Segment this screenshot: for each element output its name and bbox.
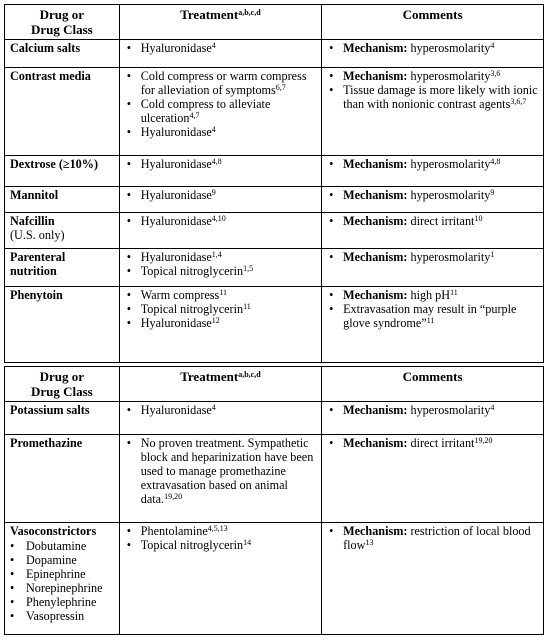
reference-sup: 6,7 <box>275 83 286 92</box>
treatment-text: Hyaluronidase <box>140 188 212 202</box>
list-item: • Dobutamine <box>24 539 114 553</box>
header-treatment: Treatment$^{a,b,c,d}$ <box>119 5 321 40</box>
table-row <box>5 249 544 287</box>
drug-cell <box>5 68 120 156</box>
comments-cell <box>322 402 544 435</box>
list-item <box>139 524 316 538</box>
header-drug: Drug or Drug Class <box>5 367 120 402</box>
drug-cell <box>5 40 120 68</box>
treatment-text: Warm compress <box>140 288 220 302</box>
table-row <box>5 156 544 187</box>
reference-sup: 1,4 <box>211 250 222 259</box>
reference-sup: 3,6 <box>490 69 501 78</box>
comment-text: Extravasation may result in “purple glove syndrome” <box>343 302 517 330</box>
drug-cell <box>5 156 120 187</box>
treatment-list <box>125 214 316 228</box>
reference-sup: 3,6,7 <box>510 97 527 106</box>
treatment-text: Hyaluronidase <box>140 157 212 171</box>
drug-name: Promethazine <box>10 436 83 450</box>
drug-cell <box>5 187 120 213</box>
list-item <box>139 316 316 330</box>
list-item <box>341 188 538 202</box>
treatment-list <box>125 403 316 417</box>
list-item <box>139 69 316 97</box>
list-item <box>341 83 538 111</box>
comments-list <box>327 41 538 55</box>
treatment-text: Cold compress or warm compress for alleviation of symptoms <box>140 69 307 97</box>
reference-sup: 4 <box>211 125 216 134</box>
treatment-text: Hyaluronidase <box>140 214 212 228</box>
list-item <box>139 436 316 506</box>
header-row <box>5 367 544 402</box>
comments-cell <box>322 213 544 249</box>
treatment-list <box>125 157 316 171</box>
drug-cell <box>5 402 120 435</box>
table-row <box>5 187 544 213</box>
mechanism-label: Mechanism: <box>343 41 408 55</box>
table-row <box>5 287 544 363</box>
reference-sup: 14 <box>243 538 252 547</box>
mechanism-label: Mechanism: <box>343 214 408 228</box>
treatment-cell <box>119 435 321 523</box>
treatment-cell <box>119 213 321 249</box>
comment-text: Tissue damage is more likely with ionic than with nonionic contrast agents <box>343 83 538 111</box>
comment-text: direct irritant <box>407 436 475 450</box>
treatment-cell <box>119 68 321 156</box>
list-item: • Vasopressin <box>24 609 114 623</box>
reference-sup: 4,5,13 <box>207 524 228 533</box>
treatment-list <box>125 69 316 139</box>
comment-text: hyperosmolarity <box>407 69 491 83</box>
comment-text: hyperosmolarity <box>407 157 491 171</box>
comments-list <box>327 69 538 111</box>
reference-sup: 4 <box>211 403 216 412</box>
comments-list <box>327 288 538 330</box>
list-item <box>139 538 316 552</box>
drug-name: Nafcillin <box>10 214 55 228</box>
comments-cell <box>322 68 544 156</box>
comment-text: direct irritant <box>407 214 475 228</box>
treatment-text: Topical nitroglycerin <box>140 538 244 552</box>
treatment-cell <box>119 402 321 435</box>
comment-text: hyperosmolarity <box>407 188 491 202</box>
reference-sup: 1,5 <box>243 264 254 273</box>
mechanism-label: Mechanism: <box>343 157 408 171</box>
drug-note: (U.S. only) <box>10 228 65 242</box>
comment-text: hyperosmolarity <box>407 403 491 417</box>
mechanism-label: Mechanism: <box>343 403 408 417</box>
reference-sup: 11 <box>450 288 458 297</box>
comments-list <box>327 436 538 450</box>
comments-list <box>327 250 538 264</box>
treatment-text: Hyaluronidase <box>140 125 212 139</box>
list-item <box>139 157 316 171</box>
list-item <box>139 288 316 302</box>
comments-list <box>327 188 538 202</box>
list-item <box>341 302 538 330</box>
drug-cell <box>5 523 120 635</box>
treatment-text: Hyaluronidase <box>140 316 212 330</box>
reference-sup: 11 <box>219 288 227 297</box>
treatment-list <box>125 436 316 506</box>
treatment-cell <box>119 156 321 187</box>
list-item: • Epinephrine <box>24 567 114 581</box>
reference-sup: 4,8 <box>490 157 501 166</box>
treatment-cell <box>119 40 321 68</box>
drug-name: Parenteral nutrition <box>10 250 66 278</box>
list-item <box>139 125 316 139</box>
comments-cell <box>322 249 544 287</box>
comments-list <box>327 524 538 552</box>
list-item <box>341 403 538 417</box>
reference-sup: 11 <box>426 316 435 325</box>
reference-sup: 12 <box>211 316 220 325</box>
header-row <box>5 5 544 40</box>
list-item <box>341 41 538 55</box>
treatment-cell <box>119 187 321 213</box>
header-comments: Comments <box>322 367 544 402</box>
list-item <box>341 69 538 83</box>
reference-sup: 19,20 <box>164 492 183 501</box>
treatment-cell <box>119 523 321 635</box>
list-item <box>341 436 538 450</box>
comments-cell <box>322 156 544 187</box>
list-item <box>341 524 538 552</box>
drug-name: Mannitol <box>10 188 59 202</box>
comments-cell <box>322 287 544 363</box>
list-item <box>341 214 538 228</box>
treatment-list <box>125 524 316 552</box>
treatment-text: Hyaluronidase <box>140 250 212 264</box>
mechanism-label: Mechanism: <box>343 288 408 302</box>
table-row <box>5 213 544 249</box>
list-item <box>139 41 316 55</box>
header-treatment: Treatment$^{a,b,c,d}$ <box>119 367 321 402</box>
table-row <box>5 402 544 435</box>
mechanism-label: Mechanism: <box>343 524 408 538</box>
reference-sup: 4 <box>490 41 495 50</box>
reference-sup: 13 <box>365 538 374 547</box>
comments-list <box>327 403 538 417</box>
drug-cell <box>5 287 120 363</box>
list-item <box>139 214 316 228</box>
drug-name: Phenytoin <box>10 288 63 302</box>
reference-sup: 4,7 <box>189 111 200 120</box>
table-row <box>5 68 544 156</box>
reference-sup: 4,8 <box>211 157 222 166</box>
treatment-list <box>125 250 316 278</box>
list-item: • Dopamine <box>24 553 114 567</box>
treatment-cell <box>119 249 321 287</box>
comment-text: high pH <box>407 288 451 302</box>
treatment-list <box>125 41 316 55</box>
treatment-list <box>125 288 316 330</box>
header-drug: Drug or Drug Class <box>5 5 120 40</box>
treatment-cell <box>119 287 321 363</box>
comment-text: restriction of local blood flow <box>343 524 531 552</box>
comments-cell <box>322 523 544 635</box>
drug-name: Calcium salts <box>10 41 81 55</box>
list-item <box>139 403 316 417</box>
mechanism-label: Mechanism: <box>343 188 408 202</box>
reference-sup: 9 <box>490 188 495 197</box>
comments-list <box>327 157 538 171</box>
drug-cell <box>5 213 120 249</box>
reference-sup: 10 <box>474 214 483 223</box>
list-item <box>139 264 316 278</box>
mechanism-label: Mechanism: <box>343 250 408 264</box>
table-row <box>5 40 544 68</box>
treatment-text: Hyaluronidase <box>140 403 212 417</box>
reference-sup: 4 <box>211 41 216 50</box>
reference-sup: 11 <box>243 302 251 311</box>
list-item <box>341 157 538 171</box>
drug-name: Potassium salts <box>10 403 90 417</box>
mechanism-label: Mechanism: <box>343 436 408 450</box>
list-item <box>139 97 316 125</box>
list-item <box>341 250 538 264</box>
extravasation-table-2 <box>4 366 544 635</box>
reference-sup: 4,10 <box>211 214 226 223</box>
drug-name: Dextrose (≥10%) <box>10 157 99 171</box>
treatment-text: No proven treatment. Sympathetic block and heparinization have been used to manage promethazine extravasation based on animal data. <box>140 436 314 506</box>
list-item: • Phenylephrine <box>24 595 114 609</box>
treatment-text: Topical nitroglycerin <box>140 264 244 278</box>
list-item <box>139 302 316 316</box>
drug-cell <box>5 249 120 287</box>
extravasation-table-1 <box>4 4 544 363</box>
reference-sup: 19,20 <box>474 436 493 445</box>
comments-cell <box>322 187 544 213</box>
mechanism-label: Mechanism: <box>343 69 408 83</box>
table-row <box>5 435 544 523</box>
list-item: • Norepinephrine <box>24 581 114 595</box>
comments-cell <box>322 40 544 68</box>
comment-text: hyperosmolarity <box>407 41 491 55</box>
treatment-text: Cold compress to alleviate ulceration <box>140 97 271 125</box>
comments-list <box>327 214 538 228</box>
reference-sup: 9 <box>211 188 216 197</box>
treatment-text: Phentolamine <box>140 524 208 538</box>
treatment-text: Topical nitroglycerin <box>140 302 244 316</box>
drug-cell <box>5 435 120 523</box>
list-item <box>341 288 538 302</box>
list-item <box>139 250 316 264</box>
list-item <box>139 188 316 202</box>
treatment-list <box>125 188 316 202</box>
comments-cell <box>322 435 544 523</box>
drug-name: Vasoconstrictors <box>10 524 97 538</box>
header-comments: Comments <box>322 5 544 40</box>
drug-name: Contrast media <box>10 69 91 83</box>
reference-sup: 4 <box>490 403 495 412</box>
drug-sublist <box>10 539 114 623</box>
comment-text: hyperosmolarity <box>407 250 491 264</box>
treatment-text: Hyaluronidase <box>140 41 212 55</box>
reference-sup: 1 <box>490 250 495 259</box>
table-row <box>5 523 544 635</box>
